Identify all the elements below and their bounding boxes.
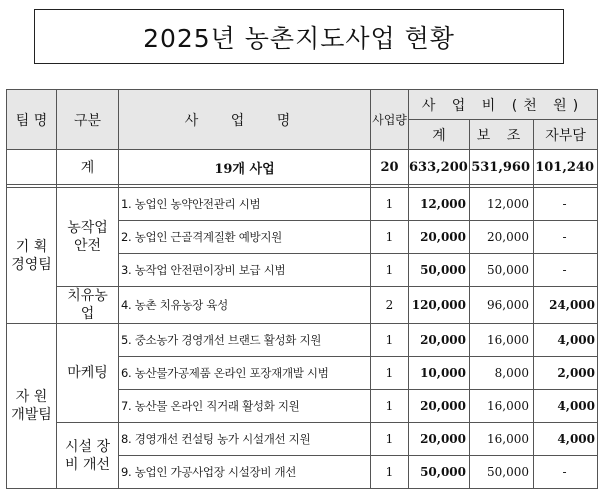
project-name: 4. 농촌 치유농장 육성: [119, 287, 371, 324]
category-label: 시설 장 비 개선: [64, 438, 111, 473]
table-row: [7, 287, 598, 324]
team-label: 자 원 개발팀: [11, 389, 52, 423]
project-self-pay: 4,000: [534, 423, 598, 456]
total-name: 19개 사업: [119, 150, 371, 185]
project-subsidy: 16,000: [470, 423, 534, 456]
project-subsidy: 16,000: [470, 324, 534, 357]
project-subsidy: 12,000: [470, 188, 534, 221]
total-label: 계: [57, 150, 119, 185]
project-subsidy: 50,000: [470, 254, 534, 287]
category-cell-facility: [57, 423, 119, 489]
project-self-pay: 4,000: [534, 324, 598, 357]
project-self-pay: -: [534, 188, 598, 221]
category-label: 치유농 업: [67, 288, 108, 322]
project-total: 50,000: [409, 254, 470, 287]
page-title: 2025년 농촌지도사업 현황: [34, 9, 564, 64]
category-label: 농작업 안전: [67, 220, 108, 254]
category-cell-healing-farm: [57, 287, 119, 324]
category-cell-marketing: [57, 324, 119, 423]
project-total: 20,000: [409, 423, 470, 456]
project-name: 8. 경영개선 컨설팅 농가 시설개선 지원: [119, 423, 371, 456]
project-count: 1: [371, 221, 409, 254]
project-count: 1: [371, 456, 409, 489]
project-total: 20,000: [409, 221, 470, 254]
table-row: [7, 324, 598, 357]
project-self-pay: 4,000: [534, 390, 598, 423]
project-count: 1: [371, 423, 409, 456]
project-name: 7. 농산물 온라인 직거래 활성화 지원: [119, 390, 371, 423]
project-count: 1: [371, 324, 409, 357]
project-subsidy: 8,000: [470, 357, 534, 390]
table-row: [7, 188, 598, 221]
project-count: 1: [371, 254, 409, 287]
total-count: 20: [371, 150, 409, 185]
total-subsidy: 531,960: [470, 150, 534, 185]
header-budget-total: 계: [409, 120, 470, 150]
category-label: 마케팅: [67, 365, 108, 381]
project-count: 1: [371, 390, 409, 423]
team-cell-planning: [7, 188, 57, 324]
category-cell-farm-safety: [57, 188, 119, 287]
project-count: 1: [371, 357, 409, 390]
project-subsidy: 50,000: [470, 456, 534, 489]
header-budget-subsidy: 보 조: [470, 120, 534, 150]
project-name: 5. 중소농가 경영개선 브랜드 활성화 지원: [119, 324, 371, 357]
project-count: 2: [371, 287, 409, 324]
project-total: 20,000: [409, 324, 470, 357]
project-self-pay: -: [534, 456, 598, 489]
header-category: 구분: [57, 90, 119, 150]
header-count: 사업량: [371, 90, 409, 150]
project-subsidy: 20,000: [470, 221, 534, 254]
project-name: 1. 농업인 농약안전관리 시범: [119, 188, 371, 221]
header-budget-self-pay: 자부담: [534, 120, 598, 150]
team-cell-resource: [7, 324, 57, 489]
table-row: [7, 423, 598, 456]
project-name: 2. 농업인 근골격계질환 예방지원: [119, 221, 371, 254]
total-self-pay: 101,240: [534, 150, 598, 185]
project-subsidy: 96,000: [470, 287, 534, 324]
header-project-name: 사 업 명: [119, 90, 371, 150]
project-self-pay: 2,000: [534, 357, 598, 390]
project-name: 9. 농업인 가공사업장 시설장비 개선: [119, 456, 371, 489]
project-total: 120,000: [409, 287, 470, 324]
project-self-pay: -: [534, 254, 598, 287]
team-label: 기 획 경영팀: [11, 238, 52, 273]
project-status-table: [6, 89, 598, 489]
project-self-pay: -: [534, 221, 598, 254]
project-total: 50,000: [409, 456, 470, 489]
total-budget: 633,200: [409, 150, 470, 185]
project-total: 12,000: [409, 188, 470, 221]
project-name: 6. 농산물가공제품 온라인 포장재개발 시범: [119, 357, 371, 390]
total-row: [7, 150, 598, 185]
project-count: 1: [371, 188, 409, 221]
project-name: 3. 농작업 안전편이장비 보급 시범: [119, 254, 371, 287]
project-subsidy: 16,000: [470, 390, 534, 423]
project-self-pay: 24,000: [534, 287, 598, 324]
header-budget: 사 업 비 (천 원): [409, 90, 598, 120]
total-team-cell: [7, 150, 57, 185]
header-team: 팀 명: [7, 90, 57, 150]
project-total: 10,000: [409, 357, 470, 390]
project-total: 20,000: [409, 390, 470, 423]
